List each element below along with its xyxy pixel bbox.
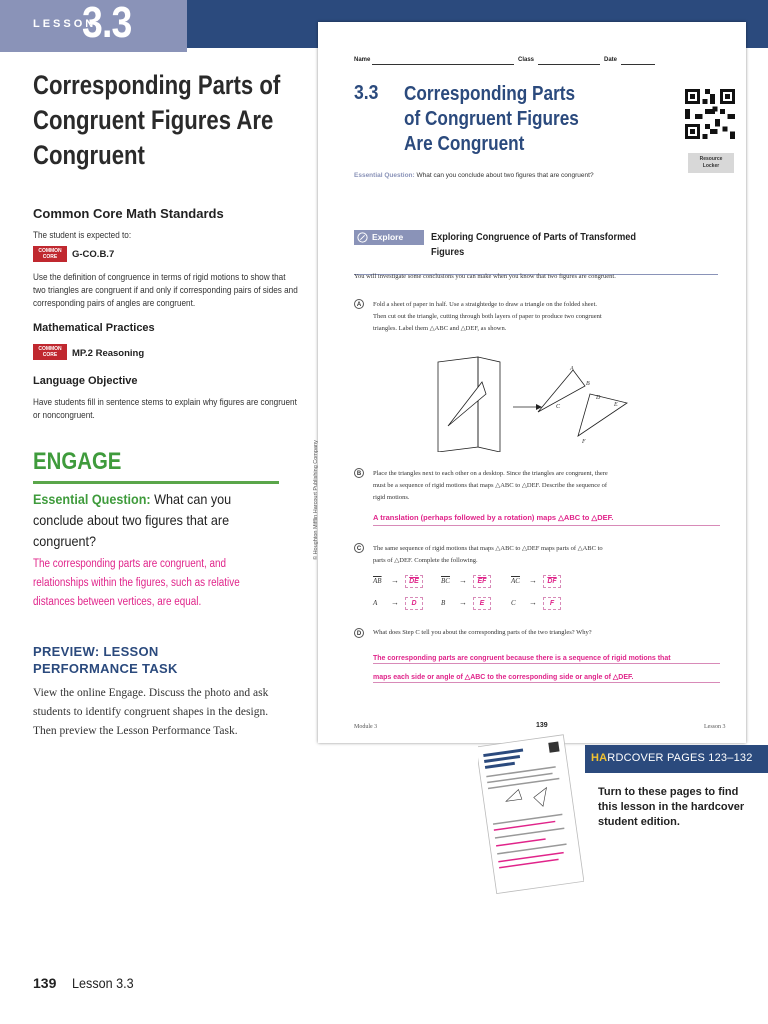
hardcover-instructions: Turn to these pages to find this lesson in the hardcover student edition. <box>598 786 745 828</box>
label-b: B <box>586 381 590 387</box>
step-b-text: Place the triangles next to each other on a desktop. Since the triangles are congruent, there must be a sequence of rigid motions that maps △ABC to △DEF. Describe the sequence of rigid motions. <box>373 470 608 501</box>
answer-f[interactable]: F <box>543 597 561 610</box>
resource-locker-button[interactable]: Resource Locker <box>688 153 734 173</box>
triangle-figure <box>428 352 658 452</box>
language-objective-text: Have students fill in sentence stems to explain why figures are congruent or noncongruent. <box>33 397 297 421</box>
step-a-text: Fold a sheet of paper in half. Use a straightedge to draw a triangle on the folded sheet. Then cut out the triangle, cutting through both layers of paper to produce two congruent triangles. Label them △ABC and △DEF, as shown. <box>373 301 602 332</box>
standards-heading: Common Core Math Standards <box>33 206 224 221</box>
footer-page-number: 139 <box>33 975 57 991</box>
standards-intro: The student is expected to: <box>33 230 132 241</box>
folded-paper-right <box>478 357 500 452</box>
footer-lesson: Lesson 3.3 <box>72 975 134 991</box>
essential-question <box>33 489 285 552</box>
step-c-text: The same sequence of rigid motions that maps △ABC to △DEF maps parts of △ABC to parts of △DEF. Complete the following. <box>373 545 603 564</box>
step-c-marker: C <box>354 543 364 553</box>
preview-text: View the online Engage. Discuss the photo and ask students to identify congruent shapes in the design. Then preview the Lesson Performance Task. <box>33 687 269 737</box>
label-d: D <box>596 395 601 401</box>
explore-compass-icon <box>357 232 368 243</box>
class-label: Class <box>518 57 535 63</box>
qr-code-icon <box>685 88 735 140</box>
triangle-abc <box>538 370 585 412</box>
label-e: E <box>614 402 618 408</box>
practice-item: MP.2 Reasoning <box>72 348 145 359</box>
student-essential-question: Essential Question: What can you conclude about two figures that are congruent? <box>354 172 594 179</box>
title-line-1: Corresponding Parts of <box>33 70 281 100</box>
answer-d[interactable]: D <box>405 597 423 610</box>
label-a: A <box>570 366 574 372</box>
student-module-label: Module 3 <box>354 724 378 730</box>
student-page-number: 139 <box>536 722 548 729</box>
step-d-answer: The corresponding parts are congruent because there is a sequence of rigid motions that maps each side or angle of △ABC to the corresponding side or angle of △DEF. <box>373 655 671 681</box>
step-d-text: What does Step C tell you about the corresponding parts of the two triangles? Why? <box>373 629 592 636</box>
engage-heading: ENGAGE <box>33 448 122 475</box>
student-lesson-number: 3.3 <box>354 82 379 104</box>
step-d-marker: D <box>354 628 364 638</box>
lesson-label: LESSON <box>33 18 97 30</box>
standard-code: G-CO.B.7 <box>72 249 115 260</box>
practices-heading: Mathematical Practices <box>33 322 155 334</box>
answer-df[interactable]: $\overline{DF}$ <box>543 575 561 588</box>
copyright-credit: © Houghton Mifflin Harcourt Publishing Company <box>313 440 319 560</box>
standard-description: Use the definition of congruence in terms of rigid motions to show that two triangles are congruent if and only if corresponding pairs of sides and corresponding pairs of angles are congruent. <box>33 272 298 309</box>
name-line <box>372 64 514 65</box>
step-d-answer-line-2 <box>373 682 720 683</box>
drawn-triangle <box>448 382 486 426</box>
explore-intro: You will investigate some conclusions you can make when you know that two figures are congruent. <box>354 273 616 280</box>
lesson-number: 3.3 <box>82 0 132 47</box>
common-core-badge-2: COMMON CORE <box>33 344 67 360</box>
step-b-answer: A translation (perhaps followed by a rotation) maps △ABC to △DEF. <box>373 513 614 522</box>
essential-question-label: Essential Question: <box>33 491 151 507</box>
engage-divider <box>33 481 279 484</box>
step-b-answer-line <box>373 525 720 526</box>
step-b-marker: B <box>354 468 364 478</box>
date-line <box>621 64 655 65</box>
step-a-marker: A <box>354 299 364 309</box>
title-line-3: Congruent <box>33 140 145 170</box>
page-title <box>33 68 281 173</box>
student-page: Name Class Date 3.3 Corresponding Parts of Congruent Figures Are Congruent Resource Locker Essential Question: What can you conclude about two figures that are congruent? Explore Exploring Congruence of Parts of Transformed Figures You will investigate some conclusions you can make when you know that two figures are congruent. A Fold a sheet of paper in half. Use a straightedge to draw a triangle on the folded sheet. Then cut out the triangle, cutting through both layers of paper to produce two congruent triangles. Label them △ABC and △DEF, as shown. A B C D E F B Place the triangles next to each other on a desktop. Since the triangles are congruent, there must be a sequence of rigid motions that maps △ABC to △DEF. Describe the sequence of rigid motions. A translation (perhaps followed by a rotation) maps △ABC to △DEF. C The same sequence of rigid motions that maps △ABC to △DEF maps parts of △ABC to parts of △DEF. Complete the following. $\overline{AB}$ → $\overline{DE}$ $\overline{BC}$ → $\overline{EF}$ $\overline{AC}$ → $\overline{DF}$ A → D B → E C → F D What does Step C tell you about the corresponding parts of the two triangles? Why? The corresponding parts are congruent because there is a sequence of rigid motions that maps each side or angle of △ABC to the corresponding side or angle of △DEF. Module 3 139 Lesson 3 <box>318 22 746 743</box>
step-d-answer-line-1 <box>373 663 720 664</box>
explore-label: Explore <box>372 232 404 242</box>
common-core-badge: COMMON CORE <box>33 246 67 262</box>
preview-heading: PREVIEW: LESSON PERFORMANCE TASK <box>33 644 178 676</box>
date-label: Date <box>604 57 618 63</box>
hardcover-thumbnail <box>478 732 584 896</box>
triangle-def <box>578 394 627 436</box>
language-objective-heading: Language Objective <box>33 375 138 387</box>
answer-ef[interactable]: $\overline{EF}$ <box>473 575 491 588</box>
name-label: Name <box>354 57 371 63</box>
student-title: Corresponding Parts of Congruent Figures Are Congruent <box>404 83 579 155</box>
label-c: C <box>556 404 561 410</box>
student-lesson-label: Lesson 3 <box>704 724 726 730</box>
title-line-2: Congruent Figures Are <box>33 105 274 135</box>
essential-question-answer: The corresponding parts are congruent, and relationships within the figures, such as relative distances between vertices, are equal. <box>33 558 240 608</box>
label-f: F <box>582 439 586 445</box>
answer-de[interactable]: $\overline{DE}$ <box>405 575 423 588</box>
essential-question-text: What can you conclude about two figures that are congruent? <box>33 491 232 549</box>
explore-title: Exploring Congruence of Parts of Transformed Figures <box>431 232 636 258</box>
explore-tab <box>354 230 424 245</box>
class-line <box>538 64 600 65</box>
hardcover-pages-label: HARDCOVER PAGES 123–132 <box>591 752 753 764</box>
answer-e[interactable]: E <box>473 597 491 610</box>
